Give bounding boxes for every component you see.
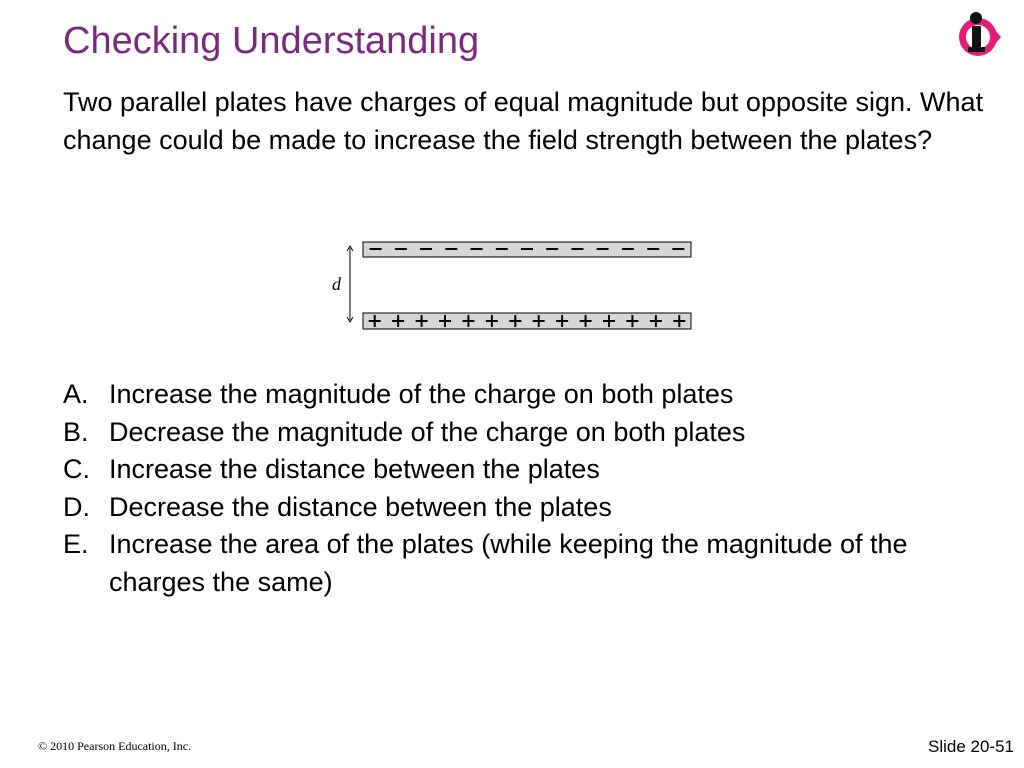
info-person-icon bbox=[954, 10, 1004, 60]
parallel-plates-diagram bbox=[326, 238, 698, 334]
answer-option[interactable] bbox=[63, 414, 1003, 452]
answer-letter: D. bbox=[63, 491, 90, 522]
distance-arrow bbox=[347, 246, 353, 322]
answer-option[interactable] bbox=[63, 489, 1003, 527]
answer-text: Increase the distance between the plates bbox=[109, 454, 600, 484]
answer-text: Increase the area of the plates (while keeping the magnitude of the charges the same) bbox=[109, 529, 908, 597]
slide-title: Checking Understanding bbox=[63, 20, 480, 62]
positive-plate bbox=[363, 313, 691, 329]
slide-number: Slide 20-51 bbox=[927, 737, 1014, 756]
answer-text: Increase the magnitude of the charge on both plates bbox=[109, 379, 734, 409]
answer-letter: B. bbox=[63, 416, 89, 447]
answer-option[interactable] bbox=[63, 376, 1003, 414]
question-text: Two parallel plates have charges of equal magnitude but opposite sign. What change could be made to increase the field strength between the plates? bbox=[63, 87, 984, 155]
answer-option[interactable] bbox=[63, 451, 1003, 489]
distance-label: d bbox=[332, 274, 341, 294]
answer-text: Decrease the magnitude of the charge on both plates bbox=[109, 416, 746, 447]
answer-list bbox=[63, 376, 1003, 601]
answer-letter: C. bbox=[63, 454, 90, 484]
answer-option[interactable] bbox=[63, 526, 1003, 601]
answer-text: Decrease the distance between the plates bbox=[109, 491, 612, 522]
copyright-notice: © 2010 Pearson Education, Inc. bbox=[38, 739, 192, 753]
answer-letter: A. bbox=[63, 379, 89, 409]
answer-letter: E. bbox=[63, 529, 89, 559]
